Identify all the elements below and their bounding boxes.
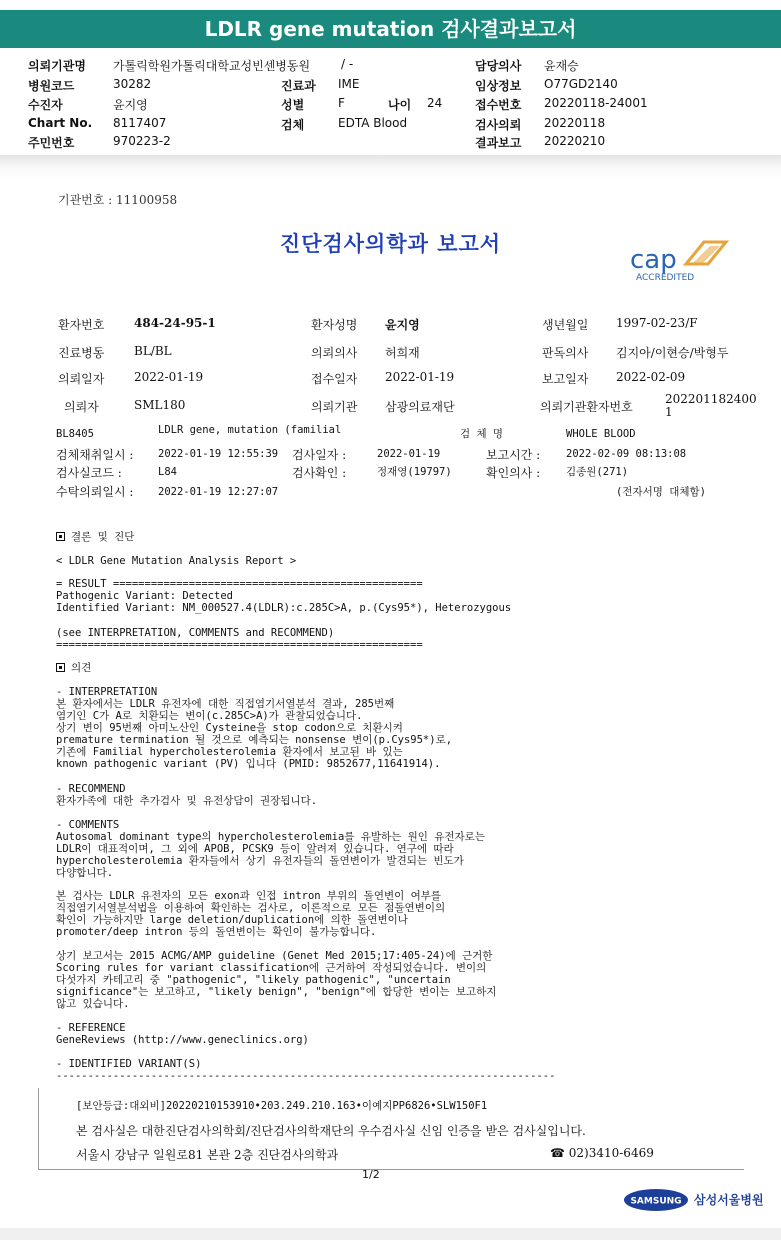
report-date-label-2: 보고일자 bbox=[542, 372, 589, 386]
section-divider bbox=[0, 155, 781, 179]
opinion-line: premature termination 될 것으로 예측되는 nonsense 변이(p.Cys95*)로, bbox=[56, 734, 453, 746]
patient-no-label: 환자번호 bbox=[58, 318, 105, 332]
square-bullet-icon bbox=[56, 663, 65, 672]
ward-value-2: BL/BL bbox=[134, 344, 172, 358]
report-time-label: 보고시간 : bbox=[486, 448, 541, 462]
specimen-label: 검체 bbox=[281, 118, 305, 132]
opinion-line: - IDENTIFIED VARIANT(S) bbox=[56, 1058, 202, 1070]
report-title: 진단검사의학과 보고서 bbox=[279, 232, 502, 256]
referring-doctor-value: 허희재 bbox=[385, 346, 420, 360]
age-label: 나이 bbox=[388, 98, 412, 112]
clinical-info-label: 임상정보 bbox=[475, 79, 522, 93]
result-line: Identified Variant: NM_000527.4(LDLR):c.285C>A, p.(Cys95*), Heterozygous bbox=[56, 602, 512, 614]
security-line: [보안등급:대외비]20220210153910•203.249.210.163•이예지PP6826•SLW150F1 bbox=[76, 1100, 488, 1112]
confirm-doctor-label: 확인의사 : bbox=[486, 466, 541, 480]
age-value: 24 bbox=[427, 96, 443, 110]
cap-logo-sub: ACCREDITED bbox=[636, 273, 695, 283]
specimen-value: EDTA Blood bbox=[338, 116, 408, 130]
reading-doctor-label: 판독의사 bbox=[542, 346, 589, 360]
birth-date-value: 1997-02-23/F bbox=[616, 316, 698, 330]
reading-doctor-value: 김지아/이현승/박형두 bbox=[616, 346, 729, 360]
specimen-name-value: WHOLE BLOOD bbox=[566, 428, 636, 440]
conclusion-heading bbox=[56, 531, 134, 543]
opinion-line: significance"는 보고하고, "likely benign", "benign"에 합당한 변이는 보고하지 bbox=[56, 986, 497, 998]
square-bullet-icon bbox=[56, 532, 65, 541]
requester-label: 의뢰자 bbox=[64, 400, 99, 414]
hospital-code-value: 30282 bbox=[113, 77, 152, 91]
esign-note: (전자서명 대체함) bbox=[616, 486, 706, 498]
certification-statement: 본 검사실은 대한진단검사의학회/진단검사의학재단의 우수검사실 신임 인증을 받은 검사실입니다. bbox=[76, 1124, 586, 1138]
opinion-line: - RECOMMEND bbox=[56, 783, 126, 795]
org-patient-no-value: 202201182400 bbox=[665, 392, 757, 406]
requesting-org-label: 의뢰기관 bbox=[311, 400, 358, 414]
samsung-hospital-name: 삼성서울병원 bbox=[694, 1193, 764, 1207]
collect-time-label: 검체채취일시 : bbox=[56, 448, 134, 462]
opinion-line: 기존에 Familial hypercholesterolemia 환자에서 보고된 바 있는 bbox=[56, 746, 403, 758]
result-line: Pathogenic Variant: Detected bbox=[56, 590, 234, 602]
page-bottom-strip bbox=[0, 1228, 781, 1240]
specimen-name-label: 검 체 명 bbox=[460, 428, 504, 440]
report-date-value-2: 2022-02-09 bbox=[616, 370, 686, 384]
result-line: = RESULT ================================================= bbox=[56, 578, 423, 590]
result-line: ========================================================== bbox=[56, 639, 423, 651]
patient-name-label: 수진자 bbox=[28, 98, 63, 112]
test-name: LDLR gene, mutation (familial bbox=[158, 424, 342, 436]
ward-value: / - bbox=[341, 57, 354, 71]
birth-date-label: 생년월일 bbox=[542, 318, 589, 332]
opinion-line: - REFERENCE bbox=[56, 1022, 126, 1034]
opinion-line: known pathogenic variant (PV) 입니다 (PMID: 9852677,11641914). bbox=[56, 758, 441, 770]
patient-name-value-2: 윤지영 bbox=[385, 318, 420, 332]
test-date-value: 2022-01-19 bbox=[377, 448, 441, 460]
sex-label: 성별 bbox=[281, 98, 305, 112]
confirm-doctor-value: 김종원(271) bbox=[566, 466, 629, 478]
opinion-heading-text: 의견 bbox=[71, 662, 92, 674]
cap-accredited-logo bbox=[630, 234, 740, 294]
page-number: 1/2 bbox=[362, 1168, 380, 1181]
receipt-date-value: 2022-01-19 bbox=[385, 370, 455, 384]
test-code: BL8405 bbox=[56, 428, 94, 440]
ward-label-2: 진료병동 bbox=[58, 346, 105, 360]
patient-name-label-2: 환자성명 bbox=[311, 318, 358, 332]
opinion-line: ------------------------------------------------------------------------------- bbox=[56, 1070, 556, 1082]
samsung-hospital-logo bbox=[624, 1186, 764, 1214]
test-confirm-value: 정재영(19797) bbox=[377, 466, 452, 478]
opinion-line: Scoring rules for variant classification에 근거하여 작성되었습니다. 변이의 bbox=[56, 962, 487, 974]
opinion-line: 직접염기서열분석법을 이용하여 확인하는 검사로, 이론적으로 모든 점돌연변이의 bbox=[56, 902, 446, 914]
opinion-line: GeneReviews (http://www.geneclinics.org) bbox=[56, 1034, 309, 1046]
hospital-code-label: 병원코드 bbox=[28, 79, 75, 93]
opinion-line: Autosomal dominant type의 hypercholesterolemia를 유발하는 원인 유전자로는 bbox=[56, 831, 485, 843]
received-time-value: 2022-01-19 12:27:07 bbox=[158, 486, 279, 498]
lab-code-value: L84 bbox=[158, 466, 177, 478]
receipt-no-value: 20220118-24001 bbox=[544, 96, 648, 110]
test-confirm-label: 검사확인 : bbox=[292, 466, 347, 480]
request-date-label-2: 의뢰일자 bbox=[58, 372, 105, 386]
opinion-line: 본 검사는 LDLR 유전자의 모든 exon과 인접 intron 부위의 돌연변이 여부를 bbox=[56, 890, 442, 902]
opinion-line: 본 환자에서는 LDLR 유전자에 대한 직접염기서열분석 결과, 285번째 bbox=[56, 698, 395, 710]
cap-logo-text: cap bbox=[630, 245, 677, 275]
samsung-logo-text: SAMSUNG bbox=[630, 1196, 682, 1207]
request-date-label: 검사의뢰 bbox=[475, 118, 522, 132]
lab-address: 서울시 강남구 일원로81 본관 2층 진단검사의학과 bbox=[76, 1148, 339, 1162]
referring-doctor-label: 의뢰의사 bbox=[311, 346, 358, 360]
conclusion-heading-text: 결론 및 진단 bbox=[71, 531, 135, 543]
resident-no-label: 주민번호 bbox=[28, 136, 75, 150]
org-patient-no-label: 의뢰기관환자번호 bbox=[540, 400, 633, 414]
opinion-line: 염기인 C가 A로 치환되는 변이(c.285C>A)가 관찰되었습니다. bbox=[56, 710, 363, 722]
opinion-line: 않고 있습니다. bbox=[56, 998, 130, 1010]
opinion-line: 상기 변이 95번째 아미노산인 Cysteine을 stop codon으로 치환시켜 bbox=[56, 722, 403, 734]
result-line: (see INTERPRETATION, COMMENTS and RECOMMEND) bbox=[56, 627, 335, 639]
department-value: IME bbox=[338, 77, 360, 91]
physician-label: 담당의사 bbox=[475, 59, 522, 73]
opinion-line: 다섯가지 카테고리 중 "pathogenic", "likely pathogenic", "uncertain bbox=[56, 974, 451, 986]
request-date-value-2: 2022-01-19 bbox=[134, 370, 204, 384]
clinical-info-value: O77GD2140 bbox=[544, 77, 618, 91]
physician-value: 윤재승 bbox=[544, 59, 579, 73]
sex-value: F bbox=[338, 96, 345, 110]
org-patient-no-value-2: 1 bbox=[665, 405, 673, 419]
opinion-line: 환자가족에 대한 추가검사 및 유전상담이 권장됩니다. bbox=[56, 795, 318, 807]
opinion-line: promoter/deep intron 등의 돌연변이는 확인이 불가능합니다. bbox=[56, 926, 377, 938]
opinion-line: 확인이 가능하지만 large deletion/duplication에 의한 돌연변이나 bbox=[56, 914, 408, 926]
opinion-line: hypercholesterolemia 환자들에서 상기 유전자들의 돌연변이가 발견되는 빈도가 bbox=[56, 855, 464, 867]
requesting-institution-label: 의뢰기관명 bbox=[28, 59, 86, 73]
report-banner-title: LDLR gene mutation 검사결과보고서 bbox=[0, 10, 781, 48]
receipt-date-label: 접수일자 bbox=[311, 372, 358, 386]
opinion-line: LDLR이 대표적이며, 그 외에 APOB, PCSK9 등이 알려져 있습니다. 연구에 따라 bbox=[56, 843, 454, 855]
report-date-label: 결과보고 bbox=[475, 136, 522, 150]
opinion-line: - INTERPRETATION bbox=[56, 686, 158, 698]
lab-phone: ☎ 02)3410-6469 bbox=[550, 1146, 654, 1160]
receipt-no-label: 접수번호 bbox=[475, 98, 522, 112]
chart-no-label: Chart No. bbox=[28, 116, 93, 130]
collect-time-value: 2022-01-19 12:55:39 bbox=[158, 448, 279, 460]
request-date-value: 20220118 bbox=[544, 116, 606, 130]
requester-value: SML180 bbox=[134, 398, 186, 412]
department-label: 진료과 bbox=[281, 79, 316, 93]
received-time-label: 수탁의뢰일시 : bbox=[56, 485, 134, 499]
opinion-heading bbox=[56, 662, 91, 674]
opinion-line: 상기 보고서는 2015 ACMG/AMP guideline (Genet Med 2015;17:405-24)에 근거한 bbox=[56, 950, 493, 962]
report-date-value: 20220210 bbox=[544, 134, 606, 148]
report-time-value: 2022-02-09 08:13:08 bbox=[566, 448, 687, 460]
patient-no-value: 484-24-95-1 bbox=[134, 316, 216, 330]
requesting-org-value: 삼광의료재단 bbox=[385, 400, 455, 414]
result-line: < LDLR Gene Mutation Analysis Report > bbox=[56, 555, 297, 567]
chart-no-value: 8117407 bbox=[113, 116, 167, 130]
patient-name-value: 윤지영 bbox=[113, 98, 148, 112]
resident-no-value: 970223-2 bbox=[113, 134, 171, 148]
lab-code-label: 검사실코드 : bbox=[56, 466, 122, 480]
requesting-institution-value: 가톨릭학원가톨릭대학교성빈센병동원 bbox=[113, 59, 311, 73]
test-date-label: 검사일자 : bbox=[292, 448, 347, 462]
opinion-line: 다양합니다. bbox=[56, 867, 114, 879]
opinion-line: - COMMENTS bbox=[56, 819, 120, 831]
institution-number: 기관번호 : 11100958 bbox=[58, 193, 178, 207]
